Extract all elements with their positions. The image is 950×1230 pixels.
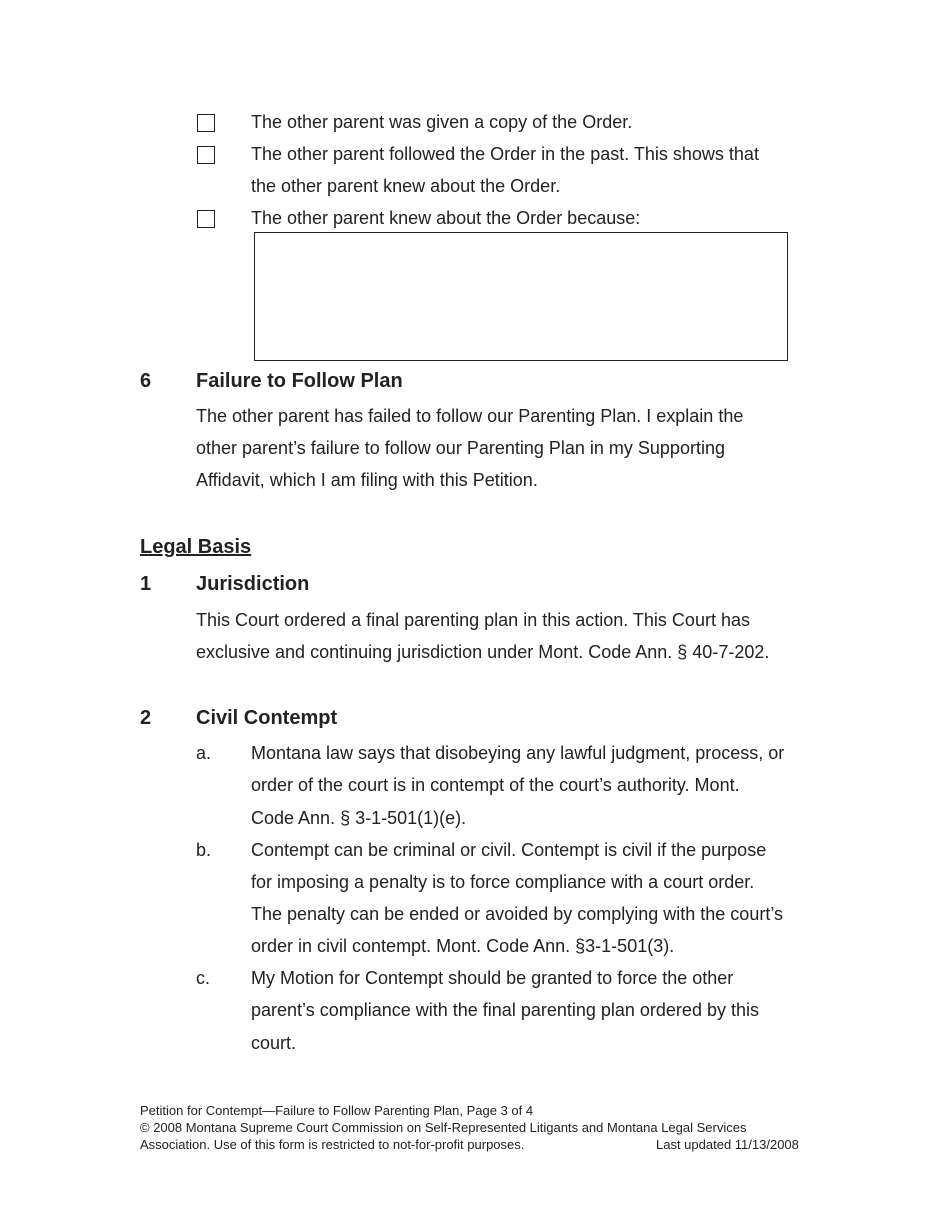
paragraph-line: other parent’s failure to follow our Parenting Plan in my Supporting xyxy=(196,438,725,458)
checkbox[interactable] xyxy=(197,210,215,228)
paragraph-line: The other parent has failed to follow our Parenting Plan. I explain the xyxy=(196,406,744,426)
checkbox-label: The other parent was given a copy of the Order. xyxy=(251,112,633,132)
item-heading: Civil Contempt xyxy=(196,707,338,729)
item-number: 6 xyxy=(140,370,152,392)
paragraph-line: for imposing a penalty is to force compliance with a court order. xyxy=(251,872,755,892)
section-heading: Legal Basis xyxy=(140,536,252,558)
checkbox-label: the other parent knew about the Order. xyxy=(251,176,561,196)
paragraph-line: Code Ann. § 3-1-501(1)(e). xyxy=(251,808,467,828)
paragraph-line: order in civil contempt. Mont. Code Ann. §3-1-501(3). xyxy=(251,936,675,956)
paragraph-line: The penalty can be ended or avoided by complying with the court’s xyxy=(251,904,783,924)
checkbox[interactable] xyxy=(197,114,215,132)
subitem-label: a. xyxy=(196,743,212,763)
item-number: 1 xyxy=(140,573,152,595)
subitem-label: c. xyxy=(196,968,211,988)
paragraph-line: Contempt can be criminal or civil. Contempt is civil if the purpose xyxy=(251,840,767,860)
footer-title: Petition for Contempt—Failure to Follow Parenting Plan, Page 3 of 4 xyxy=(140,1103,534,1118)
footer-copyright: © 2008 Montana Supreme Court Commission on Self-Represented Litigants and Montana Legal Services xyxy=(140,1120,747,1135)
checkbox-label: The other parent followed the Order in the past. This shows that xyxy=(251,144,759,164)
paragraph-line: order of the court is in contempt of the court’s authority. Mont. xyxy=(251,775,740,795)
footer-usage: Association. Use of this form is restricted to not-for-profit purposes. xyxy=(140,1137,525,1152)
explanation-text-box[interactable] xyxy=(254,232,788,361)
paragraph-line: My Motion for Contempt should be granted to force the other xyxy=(251,968,734,988)
paragraph-line: This Court ordered a final parenting plan in this action. This Court has xyxy=(196,610,750,630)
paragraph-line: Montana law says that disobeying any lawful judgment, process, or xyxy=(251,743,785,763)
paragraph-line: court. xyxy=(251,1033,297,1053)
item-heading: Jurisdiction xyxy=(196,573,310,595)
paragraph-line: Affidavit, which I am filing with this Petition. xyxy=(196,470,538,490)
item-heading: Failure to Follow Plan xyxy=(196,370,403,392)
checkbox[interactable] xyxy=(197,146,215,164)
checkbox-label: The other parent knew about the Order because: xyxy=(251,208,641,228)
subitem-label: b. xyxy=(196,840,212,860)
footer-updated: Last updated 11/13/2008 xyxy=(656,1137,799,1152)
item-number: 2 xyxy=(140,707,152,729)
paragraph-line: exclusive and continuing jurisdiction under Mont. Code Ann. § 40-7-202. xyxy=(196,642,770,662)
paragraph-line: parent’s compliance with the final parenting plan ordered by this xyxy=(251,1000,759,1020)
